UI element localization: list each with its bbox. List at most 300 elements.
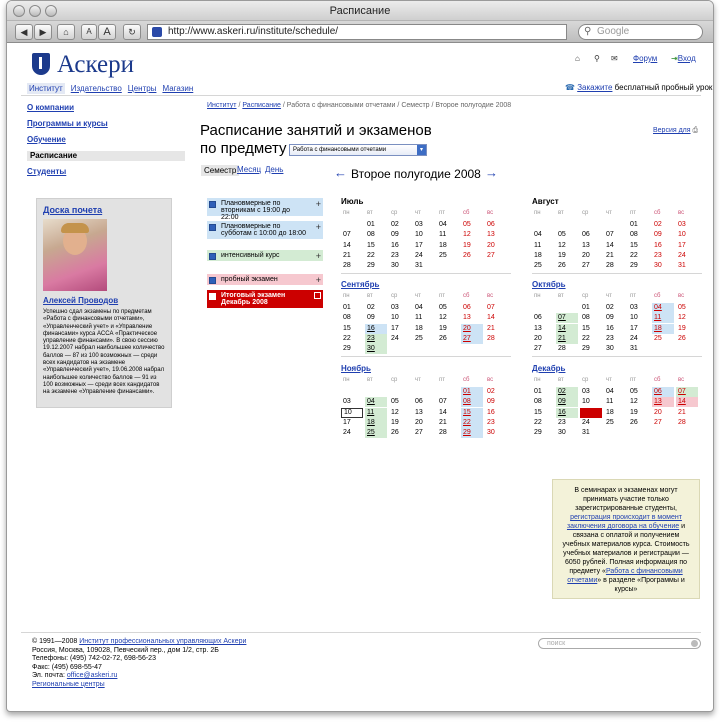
- calendar-day: 22: [582, 334, 590, 342]
- calendar-day: 21: [439, 418, 447, 426]
- student-name[interactable]: Алексей Проводов: [43, 296, 119, 305]
- calendar-day: 02: [606, 304, 614, 311]
- footer-address: Россия, Москва, 109028, Певческий пер., дом 1/2, стр. 2Б: [32, 646, 219, 654]
- chevron-down-icon: ▾: [417, 145, 426, 155]
- weekday-label: вс: [678, 377, 685, 383]
- legend-checkbox[interactable]: [209, 224, 216, 231]
- calendar-day: 01: [582, 304, 590, 311]
- browser-window: [6, 0, 714, 712]
- weekday-label: ср: [391, 377, 398, 383]
- calendar-day: 03: [343, 398, 351, 406]
- footer-fax: Факс: (495) 698-55-47: [32, 663, 102, 671]
- forum-link: [633, 54, 657, 63]
- calendar-day: 10: [341, 408, 363, 418]
- calendar-day: 30: [391, 262, 399, 270]
- calendar-day: 12: [439, 314, 447, 322]
- weekday-label: вт: [558, 377, 564, 383]
- logo-text[interactable]: Аскери: [57, 51, 135, 78]
- nav-centers[interactable]: Центры: [127, 84, 157, 93]
- info-link-registration[interactable]: регистрация происходит в момент заключения договора на обучение: [566, 514, 682, 530]
- calendar-day: 14: [439, 408, 447, 416]
- calendar-divider: [532, 273, 702, 274]
- calendar-divider: [532, 356, 702, 357]
- calendar-day: 22: [343, 334, 351, 342]
- forward-button[interactable]: ▶: [34, 24, 52, 40]
- plus-icon[interactable]: +: [315, 222, 321, 232]
- legend-item-3[interactable]: [207, 274, 323, 285]
- login-link-text[interactable]: Вход: [677, 54, 696, 63]
- calendar-day: 02: [391, 221, 399, 228]
- weekday-label: вс: [487, 293, 494, 299]
- month-title[interactable]: Сентябрь: [341, 280, 380, 289]
- calendar-day[interactable]: 25: [365, 428, 387, 438]
- calendar-day: 22: [630, 251, 638, 259]
- calendar-day: 28: [606, 262, 614, 270]
- print-version: [653, 127, 698, 135]
- weekday-label: вс: [487, 377, 494, 383]
- sidebar-item-training[interactable]: Обучение: [27, 135, 66, 144]
- weekday-label: чт: [415, 377, 421, 383]
- calendar-day: 29: [367, 262, 375, 270]
- calendar-day: 29: [630, 262, 638, 270]
- footer-divider: [21, 632, 701, 633]
- weekday-label: пт: [439, 210, 445, 216]
- calendar-day: 12: [558, 241, 566, 249]
- calendar-day: 23: [558, 418, 566, 426]
- calendar-day: 12: [391, 408, 399, 416]
- calendar-day: 24: [415, 251, 423, 259]
- calendar-day: 31: [582, 429, 590, 437]
- calendar-day: 21: [606, 251, 614, 259]
- calendar-day: 01: [630, 221, 638, 228]
- google-search-placeholder: Google: [597, 26, 630, 37]
- calendar-day[interactable]: 07: [676, 387, 698, 397]
- calendar-day: 02: [654, 221, 662, 228]
- weekday-label: вс: [678, 210, 685, 216]
- weekday-label: вт: [558, 210, 564, 216]
- nav-institute[interactable]: Институт: [29, 84, 63, 93]
- weekday-label: чт: [606, 293, 612, 299]
- calendar-day: 20: [487, 241, 495, 249]
- legend-label: интенсивный курс: [221, 252, 280, 259]
- calendar-day: 14: [343, 241, 351, 249]
- calendar-day: 29: [582, 345, 590, 353]
- tab-month[interactable]: Месяц: [237, 165, 262, 174]
- calendar-day: 16: [606, 324, 614, 332]
- search-small-icon[interactable]: ⚲: [594, 54, 600, 63]
- calendar-day[interactable]: 18: [365, 418, 387, 428]
- login-icon: ⇥: [671, 54, 678, 63]
- calendar-day: 07: [439, 398, 447, 406]
- calendar-divider: [341, 273, 511, 274]
- home-icon[interactable]: ⌂: [57, 24, 75, 40]
- honor-board-title[interactable]: Доска почета: [43, 205, 103, 215]
- calendar-day: 18: [534, 251, 542, 259]
- footer-phones: Телефоны: (495) 742-02-72, 698-56-23: [32, 655, 156, 662]
- weekday-label: сб: [654, 210, 661, 216]
- calendar-day: 13: [582, 241, 590, 249]
- footer-email-line: [32, 672, 246, 681]
- weekday-label: пт: [439, 293, 445, 299]
- order-text: бесплатный пробный урок: [612, 83, 713, 92]
- calendar-day: 01: [343, 304, 351, 311]
- calendar-day[interactable]: 06: [652, 387, 674, 397]
- trial-lesson-promo: [565, 83, 712, 92]
- subject-select[interactable]: [289, 144, 427, 156]
- nav-publishing[interactable]: Издательство: [70, 84, 122, 93]
- calendar-day: 25: [534, 262, 542, 270]
- calendar-day: 23: [487, 418, 495, 426]
- calendar-day[interactable]: 21: [556, 334, 578, 344]
- legend-toggle-icon[interactable]: [314, 292, 321, 299]
- month-title[interactable]: Декабрь: [532, 364, 566, 373]
- calendar-day: 17: [391, 324, 399, 332]
- calendar-day[interactable]: 14: [676, 397, 698, 407]
- honor-board: [36, 198, 172, 408]
- calendar-day: 23: [391, 251, 399, 259]
- calendar-day[interactable]: 30: [365, 344, 387, 354]
- calendar-day: 02: [487, 388, 495, 395]
- calendar-day: 12: [463, 231, 471, 239]
- legend-checkbox[interactable]: [209, 253, 216, 260]
- print-version-link[interactable]: Версия для: [653, 127, 691, 134]
- weekday-label: пт: [630, 377, 636, 383]
- weekday-label: вт: [367, 210, 373, 216]
- calendar-day: 19: [439, 324, 447, 332]
- calendar-day: 28: [487, 334, 495, 342]
- weekday-label: пн: [534, 210, 541, 216]
- legend-item-0[interactable]: [207, 198, 323, 221]
- weekday-label: сб: [654, 377, 661, 383]
- calendar-day[interactable]: 27: [461, 334, 483, 344]
- legend-checkbox[interactable]: [209, 201, 216, 208]
- calendar-day[interactable]: 09: [556, 397, 578, 407]
- breadcrumb-subject: Работа с финансовыми отчетами: [286, 102, 396, 109]
- calendar-day[interactable]: 15: [461, 408, 483, 418]
- calendar-day: 20: [534, 334, 542, 342]
- calendar-day: 24: [678, 251, 686, 259]
- calendar-day: 26: [630, 418, 638, 426]
- calendar-day: 04: [439, 221, 447, 228]
- window-title: Расписание: [329, 5, 391, 17]
- calendar-day[interactable]: 08: [461, 397, 483, 407]
- calendar-day[interactable]: 13: [652, 397, 674, 407]
- calendar-day: 08: [367, 231, 375, 239]
- home-small-icon[interactable]: ⌂: [575, 54, 580, 63]
- site-favicon-icon: [152, 27, 162, 37]
- calendar-day: 09: [367, 314, 375, 322]
- weekday-label: пн: [343, 377, 350, 383]
- footer-email-link[interactable]: office@askeri.ru: [66, 672, 118, 679]
- info-link-subject[interactable]: Работа с финансовыми отчетами: [567, 568, 683, 584]
- mail-icon[interactable]: ✉: [611, 54, 618, 63]
- weekday-label: чт: [606, 377, 612, 383]
- calendar-day: 27: [654, 418, 662, 426]
- weekday-label: ср: [582, 210, 589, 216]
- calendar-day: 03: [391, 304, 399, 311]
- info-text-2: и связана с оплатой и получением учебных материалов курса. Стоимость учебных материалов и регистрации — 6050 рублей. Полная информация по предмету «: [562, 523, 690, 575]
- forum-link-text[interactable]: Форум: [633, 54, 658, 63]
- calendar-day: 04: [534, 231, 542, 239]
- calendar-day: 29: [343, 345, 351, 353]
- legend-label: Плановмерные по субботам с 10:00 до 18:00: [221, 223, 306, 237]
- legend-checkbox[interactable]: [209, 277, 216, 284]
- next-period-arrow[interactable]: →: [485, 165, 498, 180]
- calendar-day: 08: [582, 314, 590, 322]
- clear-search-icon[interactable]: [691, 640, 698, 647]
- month-title[interactable]: Октябрь: [532, 280, 566, 289]
- calendar-day: 17: [415, 241, 423, 249]
- calendar-day: 08: [343, 314, 351, 322]
- calendar-day: 07: [606, 231, 614, 239]
- calendar-day: 31: [678, 262, 686, 270]
- login-link[interactable]: [671, 54, 696, 63]
- subject-select-value: Работа с финансовыми отчетами: [293, 147, 387, 153]
- calendar-day: 13: [534, 324, 542, 332]
- info-text-3: » в разделе «Программы и курсы»: [597, 577, 685, 593]
- weekday-label: сб: [654, 293, 661, 299]
- calendar-divider: [341, 356, 511, 357]
- calendar-day[interactable]: 23: [365, 334, 387, 344]
- calendar-day: 05: [391, 398, 399, 406]
- calendar-day[interactable]: 16: [556, 408, 578, 418]
- calendar-day: 13: [415, 408, 423, 416]
- weekday-label: вт: [558, 293, 564, 299]
- footer-copyright-line: [32, 638, 246, 647]
- legend-item-2[interactable]: [207, 250, 323, 261]
- calendar-day: 04: [415, 304, 423, 311]
- calendar-day: 05: [439, 304, 447, 311]
- weekday-label: пн: [343, 210, 350, 216]
- calendar-day[interactable]: 29: [461, 428, 483, 438]
- calendar-day: 02: [367, 304, 375, 311]
- calendar-day: 26: [558, 262, 566, 270]
- legend-label: Плановмерные по вторникам с 19:00 до 22:00: [221, 200, 291, 221]
- text-smaller-button[interactable]: A: [81, 24, 97, 40]
- legend-label: пробный экзамен: [221, 276, 278, 283]
- calendar-day: 30: [558, 429, 566, 437]
- calendar-day[interactable]: 07: [556, 313, 578, 323]
- legend-item-1[interactable]: [207, 221, 323, 239]
- sidebar-item-about[interactable]: О компании: [27, 103, 74, 112]
- calendar-day: 18: [439, 241, 447, 249]
- breadcrumb-institute[interactable]: Институт: [207, 102, 237, 109]
- back-button[interactable]: ◀: [15, 24, 33, 40]
- calendar-day: 09: [487, 398, 495, 406]
- calendar-day: 09: [391, 231, 399, 239]
- plus-icon[interactable]: +: [315, 275, 321, 285]
- footer-org-link[interactable]: Институт профессиональных управляющих Аскери: [79, 638, 247, 645]
- plus-icon[interactable]: +: [315, 251, 321, 261]
- calendar-day[interactable]: 17: [580, 408, 602, 418]
- calendar-day: 27: [415, 429, 423, 437]
- nav-shop[interactable]: Магазин: [162, 84, 194, 93]
- calendar-day[interactable]: 04: [365, 397, 387, 407]
- calendar-day: 26: [391, 429, 399, 437]
- calendar-day: 24: [343, 429, 351, 437]
- calendar-day: 12: [678, 314, 686, 322]
- weekday-label: пт: [439, 377, 445, 383]
- calendar-day: 09: [606, 314, 614, 322]
- legend-item-4[interactable]: [207, 290, 323, 308]
- calendar-day: 08: [534, 398, 542, 406]
- breadcrumb-semester: Семестр: [401, 102, 430, 109]
- calendar-day: 01: [534, 388, 542, 395]
- calendar-day[interactable]: 16: [365, 324, 387, 334]
- calendar-day: 20: [654, 408, 662, 416]
- calendar-day: 10: [582, 398, 590, 406]
- calendar-day: 10: [391, 314, 399, 322]
- calendar-day: 27: [582, 262, 590, 270]
- month-title[interactable]: Ноябрь: [341, 364, 371, 373]
- sidebar-nav: [27, 103, 185, 183]
- sidebar-item-programs[interactable]: Программы и курсы: [27, 119, 108, 128]
- info-text-1: В семинарах и экзаменах могут принимать участие только зарегистрированные студенты,: [574, 487, 678, 512]
- calendar-day: 20: [582, 251, 590, 259]
- calendar-day[interactable]: 14: [556, 324, 578, 334]
- weekday-label: пн: [534, 377, 541, 383]
- calendar-day: 05: [630, 388, 638, 395]
- calendar-day: 11: [534, 241, 542, 249]
- weekday-label: чт: [415, 210, 421, 216]
- calendar-day: 19: [391, 418, 399, 426]
- calendar-day: 06: [534, 314, 542, 322]
- address-bar[interactable]: [147, 24, 567, 40]
- calendar-day: 26: [439, 334, 447, 342]
- calendar-day: 28: [439, 429, 447, 437]
- calendar-day[interactable]: 20: [461, 324, 483, 334]
- calendar-day: 18: [606, 408, 614, 416]
- weekday-label: ср: [582, 293, 589, 299]
- prev-period-arrow[interactable]: ←: [334, 165, 347, 180]
- weekday-label: вс: [678, 293, 685, 299]
- calendar-day: 20: [415, 418, 423, 426]
- calendar-day: 05: [463, 221, 471, 228]
- calendar-day[interactable]: 11: [652, 313, 674, 323]
- calendar-day: 03: [582, 388, 590, 395]
- calendar-day: 31: [630, 345, 638, 353]
- google-search-field[interactable]: [578, 24, 703, 40]
- footer-search-input[interactable]: [538, 638, 701, 649]
- reload-icon[interactable]: ↻: [123, 24, 141, 40]
- calendar-day: 15: [630, 241, 638, 249]
- calendar-day: 22: [367, 251, 375, 259]
- search-icon: ⚲: [584, 26, 592, 37]
- calendar-day[interactable]: 04: [652, 303, 674, 313]
- weekday-label: пн: [343, 293, 350, 299]
- calendar-day: 13: [463, 314, 471, 322]
- footer-regional-link[interactable]: Региональные центры: [32, 680, 105, 688]
- calendar-day: 06: [487, 221, 495, 228]
- title-bar: [7, 1, 713, 21]
- calendar-day: 04: [606, 388, 614, 395]
- calendar-day: 25: [654, 334, 662, 342]
- calendar-day: 18: [415, 324, 423, 332]
- page-title: Расписание занятий и экзаменов: [200, 122, 432, 139]
- calendar-day: 30: [654, 262, 662, 270]
- calendar-day: 09: [654, 231, 662, 239]
- weekday-label: чт: [606, 210, 612, 216]
- calendar-day[interactable]: 18: [652, 324, 674, 334]
- student-description: Успешно сдал экзамены по предметам «Работа с финансовыми отчетами», «Управленческий учет» и «Управление финансами» курса АССА «Практическое управление финансами». В свою сессию 19.12.2007 набрал наибольшее количество баллов — 87 из 100 возможных — среди всех кандидатов на экзамене «Управленческий учет», 19.06.2008 набрал наибольшее количество баллов — 91 из 100 возможных — среди всех кандидатов на экзамене «Управление финансами».: [43, 309, 165, 396]
- calendar-day: 26: [678, 334, 686, 342]
- top-nav: [27, 83, 199, 94]
- tab-day[interactable]: День: [265, 165, 284, 174]
- calendar-day: 16: [391, 241, 399, 249]
- calendar-day[interactable]: 02: [556, 387, 578, 397]
- calendar-day: 25: [415, 334, 423, 342]
- calendar-day: 16: [654, 241, 662, 249]
- calendar-day: 06: [415, 398, 423, 406]
- calendar-day: 21: [343, 251, 351, 259]
- page-subtitle: по предмету: [200, 140, 287, 157]
- weekday-label: ср: [391, 210, 398, 216]
- text-larger-button[interactable]: A: [98, 24, 116, 40]
- calendar-day: 29: [534, 429, 542, 437]
- sidebar-item-students[interactable]: Студенты: [27, 167, 67, 176]
- calendar-day: 08: [630, 231, 638, 239]
- sidebar-item-schedule[interactable]: Расписание: [27, 151, 185, 161]
- calendar-day: 13: [487, 231, 495, 239]
- calendar-day: 27: [534, 345, 542, 353]
- plus-icon[interactable]: +: [315, 199, 321, 209]
- askeri-logo-icon[interactable]: [32, 53, 50, 75]
- calendar-day: 30: [487, 429, 495, 437]
- header-divider: [21, 95, 701, 96]
- calendar-day[interactable]: 11: [365, 408, 387, 418]
- calendar-day: 15: [534, 408, 542, 416]
- breadcrumb-schedule[interactable]: Расписание: [242, 102, 281, 109]
- calendar-day: 05: [678, 304, 686, 311]
- calendar-day: 19: [463, 241, 471, 249]
- browser-toolbar: [7, 21, 713, 43]
- calendar-day: 28: [558, 345, 566, 353]
- weekday-label: вс: [487, 210, 494, 216]
- calendar-day: 31: [415, 262, 423, 270]
- calendar-day: 17: [630, 324, 638, 332]
- calendar-day[interactable]: 01: [461, 387, 483, 397]
- calendar-day: 25: [439, 251, 447, 259]
- calendar-day: 19: [558, 251, 566, 259]
- calendar-day: 24: [391, 334, 399, 342]
- weekday-label: пт: [630, 210, 636, 216]
- calendar-day: 12: [630, 398, 638, 406]
- weekday-label: ср: [582, 377, 589, 383]
- calendar-day: 11: [415, 314, 423, 322]
- calendar-day: 24: [630, 334, 638, 342]
- weekday-label: пн: [534, 293, 541, 299]
- month-title: Август: [532, 197, 559, 206]
- calendar-day: 10: [415, 231, 423, 239]
- order-link[interactable]: Закажите: [577, 83, 613, 92]
- tab-semester[interactable]: Семестр: [201, 165, 239, 176]
- period-title: Второе полугодие 2008: [351, 167, 481, 181]
- calendar-day: 15: [367, 241, 375, 249]
- student-photo: [43, 219, 107, 291]
- calendar-day: 10: [678, 231, 686, 239]
- calendar-day: 28: [678, 418, 686, 426]
- breadcrumb-period: Второе полугодие 2008: [435, 102, 512, 109]
- url-text: http://www.askeri.ru/institute/schedule/: [168, 26, 339, 37]
- calendar-day: 19: [630, 408, 638, 416]
- legend-checkbox[interactable]: [209, 293, 216, 300]
- weekday-label: чт: [415, 293, 421, 299]
- calendar-day[interactable]: 22: [461, 418, 483, 428]
- calendar-day: 11: [439, 231, 447, 239]
- calendar-day: 07: [343, 231, 351, 239]
- calendar-day: 03: [415, 221, 423, 228]
- breadcrumb: Институт / Расписание / Работа с финансовыми отчетами / Семестр / Второе полугодие 2008: [207, 102, 512, 109]
